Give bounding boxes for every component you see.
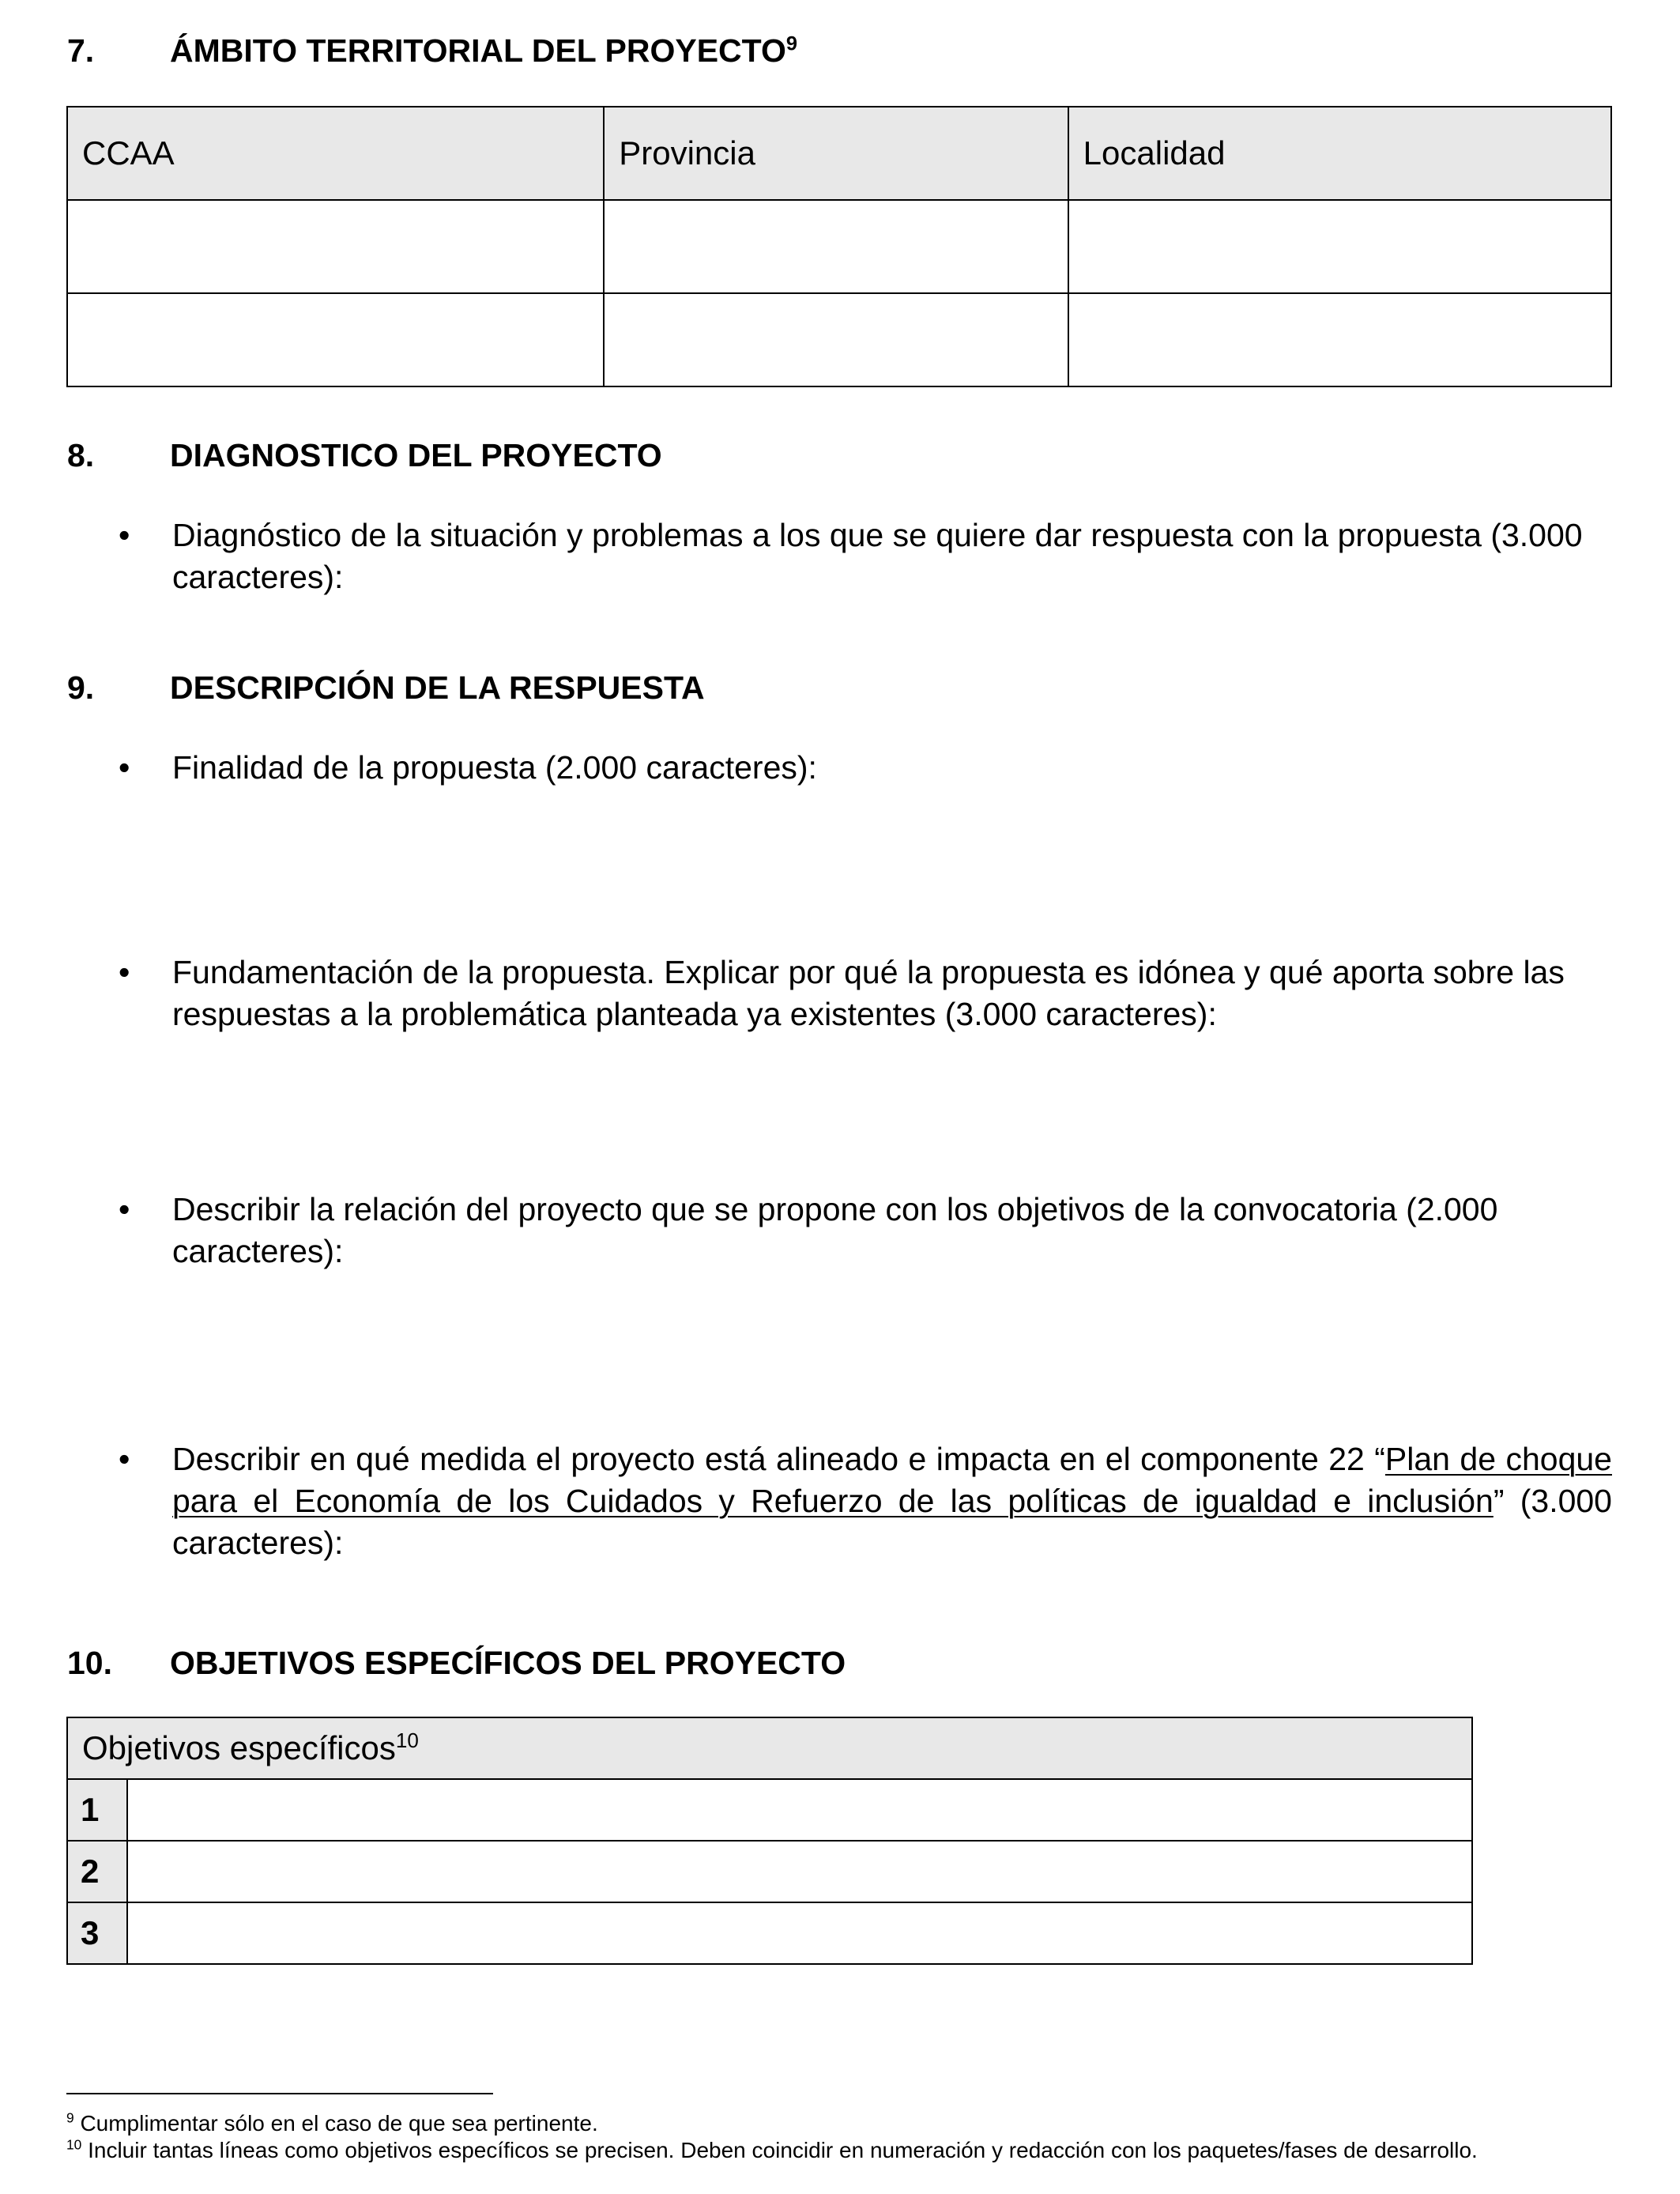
section-9-number: 9. [67,669,95,706]
footnote-9 [66,2110,598,2137]
section-7-number: 7. [67,32,95,69]
cell-localidad[interactable] [1068,200,1611,293]
section-9-title: DESCRIPCIÓN DE LA RESPUESTA [170,669,705,706]
table-row [67,1841,1472,1902]
bullet-text-before: Describir en qué medida el proyecto está alineado e impacta en el componente 22 “ [172,1441,1385,1477]
objective-cell[interactable] [127,1779,1472,1841]
bullet-text: Finalidad de la propuesta (2.000 caracteres): [172,749,817,786]
cell-localidad[interactable] [1068,293,1611,386]
footnote-10 [66,2137,1478,2164]
footnote-ref-9[interactable]: 9 [785,32,797,55]
bullet-text: Fundamentación de la propuesta. Explicar por qué la propuesta es idónea y qué aporta sobre las respuestas a la problemática planteada ya existentes (3.000 caracteres): [172,954,1565,1032]
row-index: 1 [67,1779,127,1841]
list-item [119,1189,1612,1272]
table-row [67,200,1611,293]
section-10-title: OBJETIVOS ESPECÍFICOS DEL PROYECTO [170,1645,846,1681]
footnote-number: 9 [66,2109,74,2126]
section-8-number: 8. [67,437,95,473]
header-localidad: Localidad [1068,107,1611,200]
table-header-row [67,1717,1472,1779]
section-8-heading [67,436,662,474]
row-index: 2 [67,1841,127,1902]
cell-provincia[interactable] [604,200,1068,293]
footnote-separator [66,2093,493,2094]
table-row [67,1779,1472,1841]
list-item [119,747,1612,789]
section-10-number: 10. [67,1645,112,1681]
row-index: 3 [67,1902,127,1964]
header-objetivos [67,1717,1472,1779]
bullet-text-after: ” (3.000 caracteres): [172,1483,1612,1561]
cell-provincia[interactable] [604,293,1068,386]
list-item [119,952,1612,1035]
bullet-icon: • [119,749,130,786]
section-10-heading [67,1644,846,1682]
component-22-link[interactable]: Plan de choque para el Economía de los Cuidados y Refuerzo de las políticas de igualdad e inclusión [172,1441,1612,1519]
bullet-text: Diagnóstico de la situación y problemas a los que se quiere dar respuesta con la propuesta (3.000 caracteres): [172,517,1583,595]
footnote-ref-10[interactable]: 10 [395,1728,419,1752]
specific-objectives-table [66,1717,1473,1965]
table-header-row [67,107,1611,200]
table-row [67,1902,1472,1964]
list-item [119,1438,1612,1564]
objective-cell[interactable] [127,1841,1472,1902]
territorial-scope-table [66,106,1612,387]
header-ccaa: CCAA [67,107,604,200]
bullet-text: Describir la relación del proyecto que se propone con los objetivos de la convocatoria (2.000 caracteres): [172,1191,1498,1269]
bullet-icon: • [119,1191,130,1227]
footnote-text: Cumplimentar sólo en el caso de que sea pertinente. [80,2111,598,2136]
header-provincia: Provincia [604,107,1068,200]
cell-ccaa[interactable] [67,293,604,386]
section-7-title: ÁMBITO TERRITORIAL DEL PROYECTO [170,32,786,69]
cell-ccaa[interactable] [67,200,604,293]
header-objetivos-label: Objetivos específicos [82,1729,396,1766]
table-row [67,293,1611,386]
list-item [119,515,1612,598]
section-9-heading [67,669,705,707]
bullet-icon: • [119,1441,130,1477]
objective-cell[interactable] [127,1902,1472,1964]
section-8-title: DIAGNOSTICO DEL PROYECTO [170,437,662,473]
footnote-number: 10 [66,2136,82,2153]
bullet-icon: • [119,954,130,990]
footnote-text: Incluir tantas líneas como objetivos específicos se precisen. Deben coincidir en numeración y redacción con los paquetes/fases de desarrollo. [88,2138,1478,2162]
section-7-heading [67,32,797,70]
bullet-icon: • [119,517,130,553]
